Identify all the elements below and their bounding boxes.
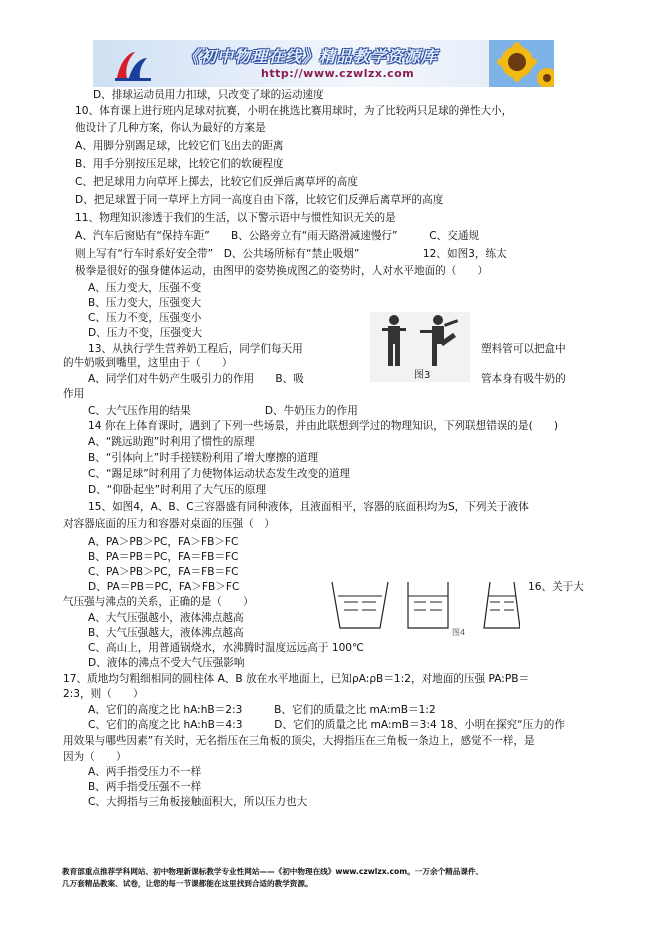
text-line: C、大气压作用的结果 D、牛奶压力的作用: [88, 405, 358, 417]
site-logo-icon: [113, 48, 153, 82]
text-line: 则上写有“行车时系好安全带” D、公共场所标有“禁止吸烟” 12、如图3，练太: [75, 248, 507, 260]
text-line: D、排球运动员用力扣球，只改变了球的运动速度: [93, 89, 324, 101]
text-line: 11、物理知识渗透于我们的生活，以下警示语中与惯性知识无关的是: [75, 212, 396, 224]
text-line: A、压力变大，压强不变: [88, 282, 202, 294]
text-line: 10、体育课上进行班内足球对抗赛，小明在挑选比赛用球时，为了比较两只足球的弹性大小，: [75, 105, 513, 117]
text-line: D、压力不变，压强变大: [88, 327, 203, 339]
sunflower-image-icon: [489, 40, 554, 87]
figure-3-label: 图3: [414, 370, 431, 381]
text-line: 用效果与哪些因素”有关时，无名指压在三角板的顶尖，大拇指压在三角板一条边上，感觉不一样，是: [63, 735, 535, 747]
text-line: C、“踢足球”时利用了力使物体运动状态发生改变的道理: [88, 468, 351, 480]
text-line: 因为（ ）: [63, 751, 127, 763]
text-line: 塑料管可以把盒中: [481, 343, 566, 355]
header-title: 《初中物理在线》精品教学资源库: [183, 47, 439, 66]
text-line: 2:3，则（ ）: [63, 688, 144, 700]
text-line: 他设计了几种方案，你认为最好的方案是: [75, 122, 266, 134]
text-line: 15、如图4，A、B、C三容器盛有同种液体，且液面相平，容器的底面积均为S，下列关于液体: [88, 501, 529, 513]
text-line: A、“跳远助跑”时利用了惯性的原理: [88, 436, 255, 448]
text-line: 的牛奶吸到嘴里，这里由于（ ）: [63, 357, 233, 369]
figure-3-taichi: [370, 312, 470, 382]
text-line: A、它们的高度之比 hA:hB＝2:3 B、它们的质量之比 mA:mB＝1:2: [88, 704, 436, 716]
text-line: C、PA＞PB＞PC，FA＝FB＝FC: [88, 566, 239, 578]
header-url[interactable]: http://www.czwlzx.com: [261, 67, 415, 80]
footer-line-1: 教育部重点推荐学科网站、初中物理新课标教学专业性网站——《初中物理在线》www.czwlzx.com。一万余个精品课件、: [62, 867, 484, 876]
text-line: A、大气压强越小，液体沸点越高: [88, 612, 244, 624]
text-line: 对容器底面的压力和容器对桌面的压强（ ）: [63, 518, 275, 530]
text-line: A、两手指受压力不一样: [88, 766, 202, 778]
text-line: A、汽车后窗贴有“保持车距” B、公路旁立有“雨天路滑减速慢行” C、交通规: [75, 230, 480, 242]
text-line: A、用脚分别踢足球，比较它们飞出去的距离: [75, 140, 284, 152]
text-line: B、两手指受压强不一样: [88, 781, 202, 793]
text-line: 14 你在上体育课时，遇到了下列一些场景，并由此联想到学过的物理知识，下列联想错误的是( ): [88, 420, 559, 432]
text-line: 气压强与沸点的关系，正确的是（ ）: [63, 596, 254, 608]
footer-line-2: 几万套精品教案、试卷，让您的每一节课都能在这里找到合适的教学资源。: [62, 879, 313, 888]
figure-4-containers: [330, 578, 520, 638]
figure-4-label: 图4: [452, 628, 466, 637]
text-line: 极拳是很好的强身健体运动，由图甲的姿势换成图乙的姿势时，人对水平地面的（ ）: [75, 265, 489, 277]
header-banner: [93, 40, 554, 87]
text-line: C、大拇指与三角板接触面积大，所以压力也大: [88, 796, 308, 808]
text-line: D、“仰卧起坐”时利用了大气压的原理: [88, 484, 267, 496]
text-line: 管本身有吸牛奶的: [481, 373, 566, 385]
text-line: A、PA＞PB＞PC，FA＞FB＞FC: [88, 536, 239, 548]
text-line: C、把足球用力向草坪上掷去，比较它们反弹后离草坪的高度: [75, 176, 358, 188]
text-line: D、PA＝PB＝PC，FA＞FB＞FC: [88, 581, 240, 593]
text-line: B、PA＝PB＝PC，FA＝FB＝FC: [88, 551, 239, 563]
text-line: B、大气压强越大，液体沸点越高: [88, 627, 244, 639]
text-line: B、压力变大，压强变大: [88, 297, 202, 309]
text-line: 17、质地均匀粗细相同的圆柱体 A、B 放在水平地面上，已知ρA:ρB＝1:2，对地面的压强 PA:PB＝: [63, 673, 530, 685]
text-line: C、压力不变，压强变小: [88, 312, 202, 324]
text-line: 16、关于大: [528, 581, 584, 593]
text-line: D、液体的沸点不受大气压强影响: [88, 657, 245, 669]
text-line: C、高山上，用普通锅烧水，水沸腾时温度远远高于 100℃: [88, 642, 364, 654]
text-line: A、同学们对牛奶产生吸引力的作用 B、吸: [88, 373, 304, 385]
text-line: C、它们的高度之比 hA:hB＝4:3 D、它们的质量之比 mA:mB＝3:4 18、小明在探究“压力的作: [88, 719, 565, 731]
text-line: B、用手分别按压足球，比较它们的软硬程度: [75, 158, 284, 170]
text-line: 作用: [63, 388, 85, 400]
text-line: D、把足球置于同一草坪上方同一高度自由下落，比较它们反弹后离草坪的高度: [75, 194, 444, 206]
text-line: B、“引体向上”时手搓镁粉利用了增大摩擦的道理: [88, 452, 319, 464]
text-line: 13、从执行学生营养奶工程后，同学们每天用: [88, 343, 303, 355]
